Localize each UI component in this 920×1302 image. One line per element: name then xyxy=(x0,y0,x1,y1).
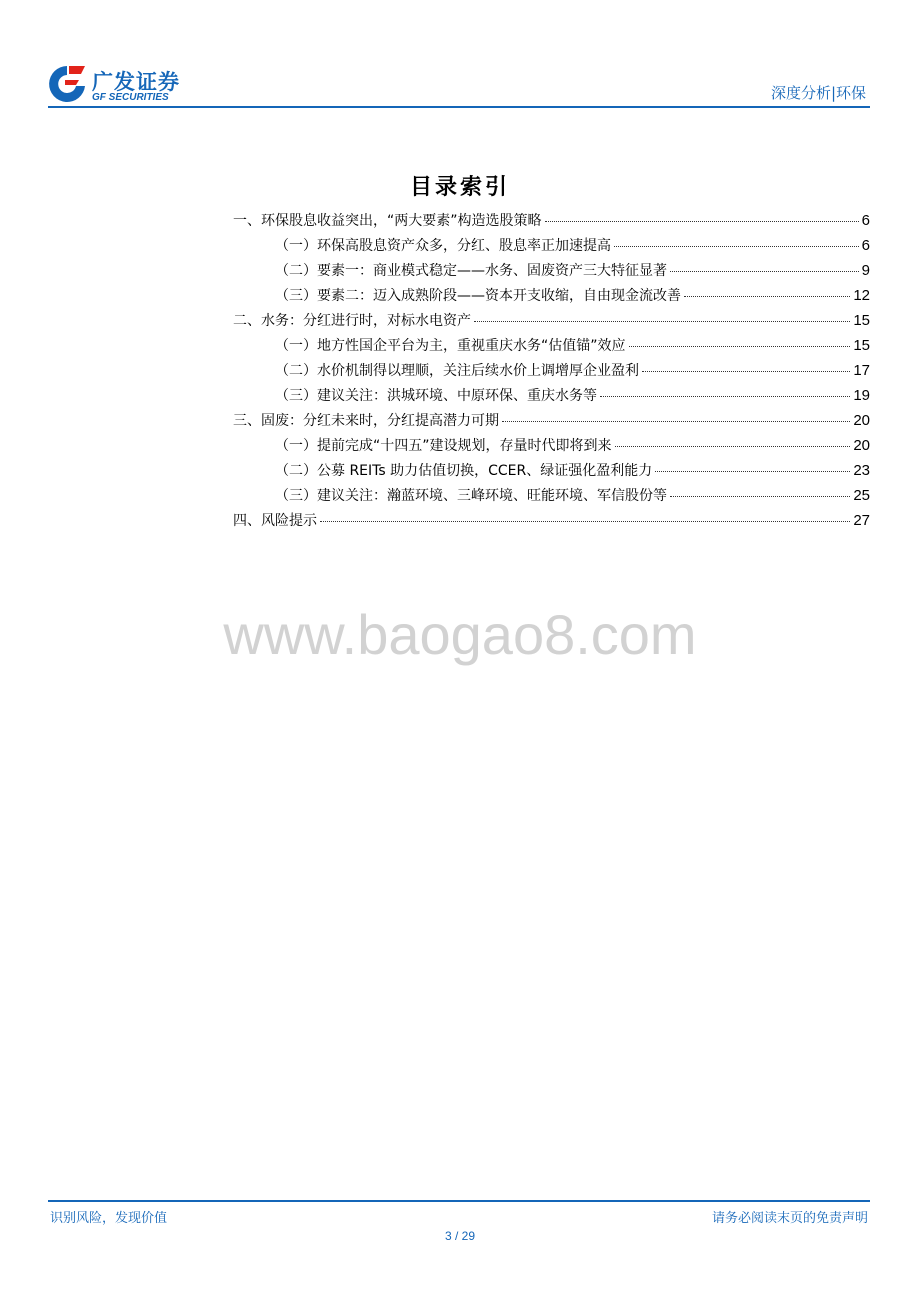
toc-entry-1[interactable] xyxy=(233,210,870,235)
toc-entry-text: （一）环保高股息资产众多，分红、股息率正加速提高 xyxy=(275,238,611,254)
toc-entry-4[interactable] xyxy=(233,510,870,535)
toc-entry-2[interactable] xyxy=(233,310,870,335)
toc-entry-text: 二、水务：分红进行时，对标水电资产 xyxy=(233,313,471,329)
toc-entry-3[interactable] xyxy=(233,410,870,435)
table-of-contents xyxy=(233,210,870,535)
toc-leader-dots xyxy=(615,446,851,447)
toc-entry-page: 6 xyxy=(861,237,870,254)
toc-entry-page: 19 xyxy=(853,387,870,404)
toc-leader-dots xyxy=(614,246,859,247)
toc-leader-dots xyxy=(545,221,859,222)
toc-entry-3-1[interactable] xyxy=(233,435,870,460)
toc-entry-1-2[interactable] xyxy=(233,260,870,285)
toc-entry-text: （三）要素二：迈入成熟阶段——资本开支收缩，自由现金流改善 xyxy=(275,288,681,304)
page-number: 3 / 29 xyxy=(444,1229,476,1243)
toc-entry-page: 6 xyxy=(861,212,870,229)
toc-entry-text: 四、风险提示 xyxy=(233,513,317,529)
toc-entry-text: （二）要素一：商业模式稳定——水务、固废资产三大特征显著 xyxy=(275,263,667,279)
toc-entry-page: 15 xyxy=(853,337,870,354)
toc-entry-text: 一、环保股息收益突出，“两大要素”构造选股策略 xyxy=(233,213,542,229)
footer-disclaimer-notice: 请务必阅读末页的免责声明 xyxy=(711,1211,868,1226)
toc-entry-text: （三）建议关注：洪城环境、中原环保、重庆水务等 xyxy=(275,388,597,404)
toc-leader-dots xyxy=(629,346,851,347)
toc-leader-dots xyxy=(670,496,850,497)
toc-entry-2-1[interactable] xyxy=(233,335,870,360)
toc-entry-2-3[interactable] xyxy=(233,385,870,410)
toc-leader-dots xyxy=(320,521,850,522)
toc-entry-text: 三、固废：分红未来时，分红提高潜力可期 xyxy=(233,413,499,429)
footer-slogan: 识别风险，发现价值 xyxy=(50,1211,168,1226)
logo-chinese-name: 广发证券 xyxy=(92,70,180,94)
toc-entry-page: 15 xyxy=(853,312,870,329)
toc-entry-3-2[interactable] xyxy=(233,460,870,485)
gf-logo-icon xyxy=(48,64,86,104)
toc-entry-3-3[interactable] xyxy=(233,485,870,510)
toc-entry-page: 9 xyxy=(861,262,870,279)
toc-entry-page: 27 xyxy=(853,512,870,529)
toc-leader-dots xyxy=(670,271,859,272)
header-divider xyxy=(48,106,870,108)
toc-entry-page: 25 xyxy=(853,487,870,504)
toc-leader-dots xyxy=(502,421,850,422)
toc-leader-dots xyxy=(474,321,850,322)
toc-entry-text: （二）公募 REITs 助力估值切换，CCER、绿证强化盈利能力 xyxy=(275,463,653,479)
toc-entry-text: （三）建议关注：瀚蓝环境、三峰环境、旺能环境、军信股份等 xyxy=(275,488,667,504)
toc-entry-2-2[interactable] xyxy=(233,360,870,385)
report-category: 深度分析|环保 xyxy=(770,84,866,102)
toc-entry-page: 20 xyxy=(853,437,870,454)
toc-title: 目录索引 xyxy=(409,175,510,200)
toc-entry-page: 23 xyxy=(853,462,870,479)
gf-securities-logo xyxy=(48,62,198,108)
toc-leader-dots xyxy=(655,471,850,472)
toc-entry-1-1[interactable] xyxy=(233,235,870,260)
toc-leader-dots xyxy=(600,396,850,397)
toc-leader-dots xyxy=(642,371,850,372)
toc-entry-text: （二）水价机制得以理顺，关注后续水价上调增厚企业盈利 xyxy=(275,363,639,379)
toc-entry-1-3[interactable] xyxy=(233,285,870,310)
toc-entry-page: 20 xyxy=(853,412,870,429)
toc-entry-page: 12 xyxy=(853,287,870,304)
logo-english-name: GF SECURITIES xyxy=(92,92,169,103)
toc-entry-text: （一）提前完成“十四五”建设规划，存量时代即将到来 xyxy=(275,438,612,454)
toc-entry-page: 17 xyxy=(853,362,870,379)
toc-entry-text: （一）地方性国企平台为主，重视重庆水务“估值锚”效应 xyxy=(275,338,626,354)
toc-leader-dots xyxy=(684,296,850,297)
watermark: www.baogao8.com xyxy=(223,603,697,666)
page-header xyxy=(48,62,870,108)
footer-divider xyxy=(48,1200,870,1202)
